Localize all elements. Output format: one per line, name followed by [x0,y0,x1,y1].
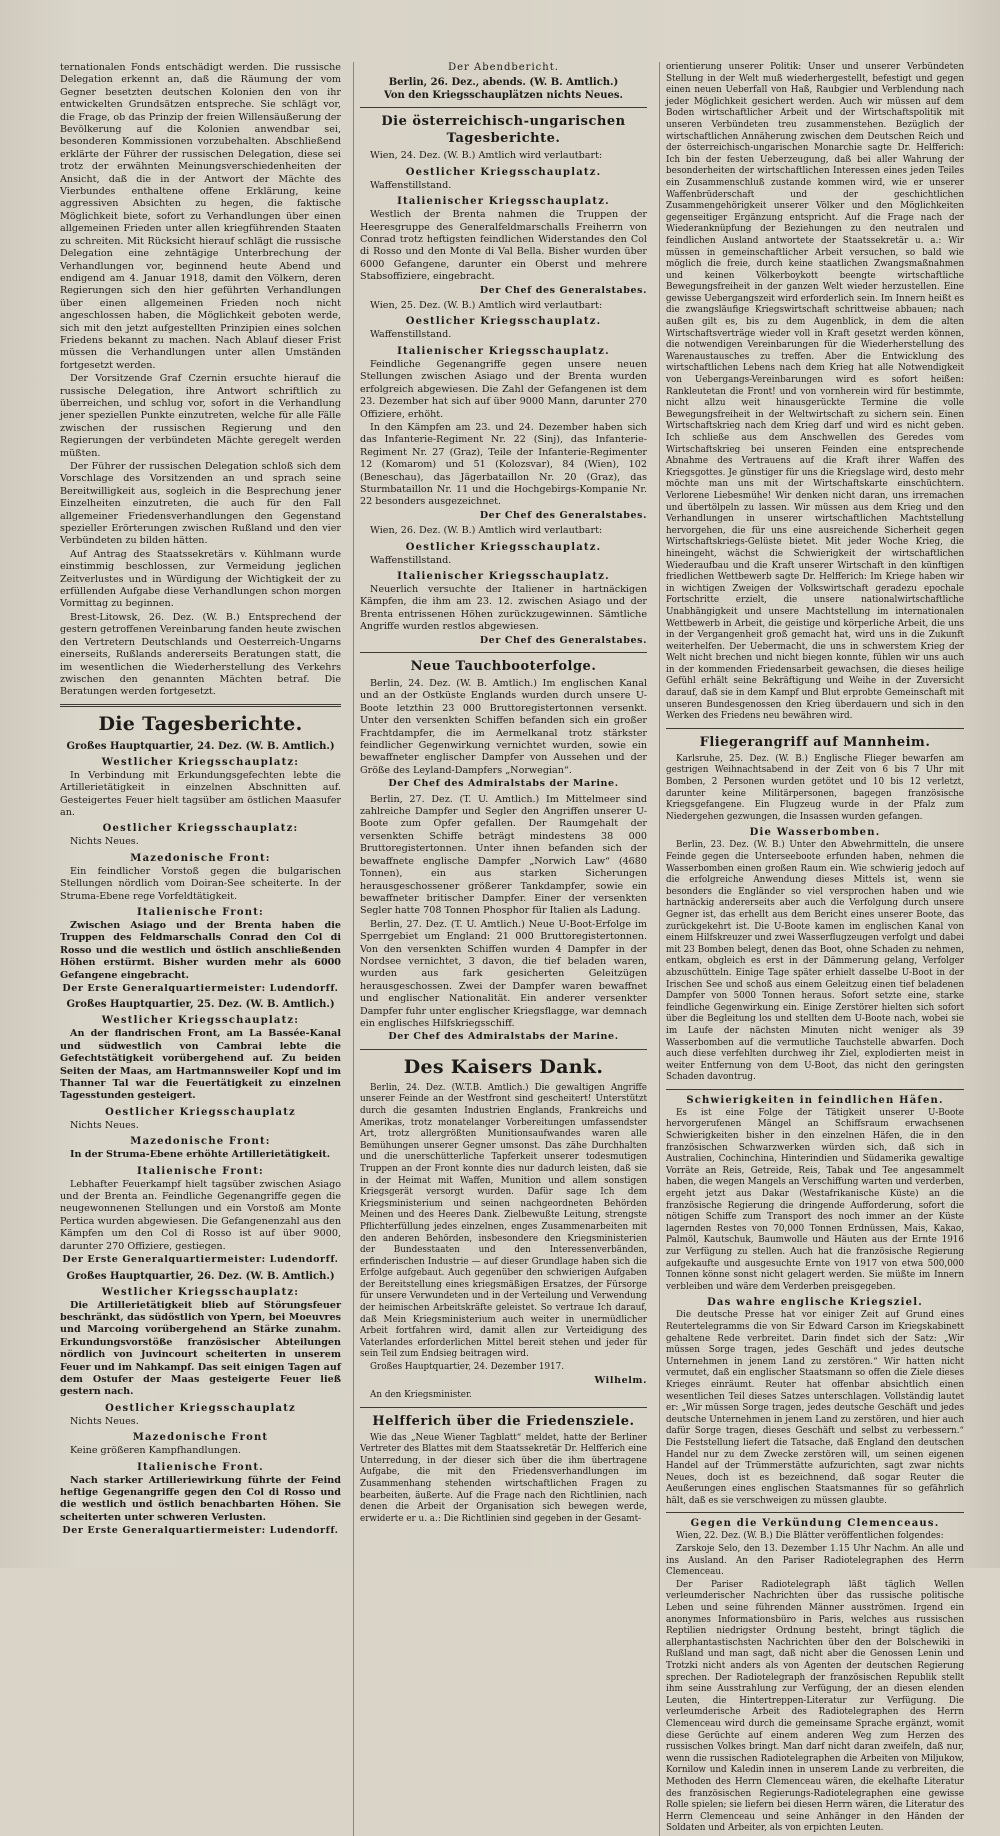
dateline: Wien, 22. Dez. (W. B.) Die Blätter veröffentlichen folgendes: [676,1531,944,1542]
report-text: Lebhafter Feuerkampf hielt tagsüber zwischen Asiago und der Brenta an. Feindliche Gegenangriffe gegen die neugewonnenen Stellungen und ein Vorstoß am Monte Pertica wurden abgewiesen. Die Gefangenenzahl aus den Kämpfen um den Col di Rosso ist auf über 9000, darunter 270 Offiziere, gestiegen. [60,1178,341,1252]
report-text: In den Kämpfen am 23. und 24. Dezember haben sich das Infanterie-Regiment Nr. 22 (Sinj), das Infanterie-Regiment Nr. 27 (Graz), Teile der Infanterie-Regimenter 12 (Komarom) und 51 (Kolozsvar), 84 (Wien), 102 (Beneschau), das Jägerbataillon Nr. 20 (Graz), das Sturmbataillon Nr. 11 und die Hochgebirgs-Kompanie Nr. 22 besonders ausgezeichnet. [360,421,647,508]
headline-clemenceau: Gegen die Verkündung Clemenceaus. [690,1518,940,1530]
dateline: Großes Hauptquartier, 26. Dez. (W. B. Amtlich.) [66,1270,335,1282]
section-heading: Italienische Front: [137,1165,264,1177]
article-paragraph: Wie das „Neue Wiener Tagblatt“ meldet, hatte der Berliner Vertreter des Blattes mit dem Staatssekretär Dr. Helfferich eine Unterredung, in der dieser sich über die ihm übertragene Aufgabe, die mit den Friedensverhandlungen im Zusammenhang stehenden wirtschaftlichen Fragen zu bearbeiten, äußerte. Auf die Frage nach den Richtlinien, nach denen die Arbeit der Organisation sich bewegen werde, erwiderte er u. a.: Die Richtlinien sind gegeben in der Gesamt- [360,1432,647,1524]
column-right [659,62,964,1836]
section-heading: Mazedonische Front [132,1432,269,1444]
report-text: Ein feindlicher Vorstoß gegen die bulgarischen Stellungen nördlich vom Doiran-See scheiterte. In der Struma-Ebene rege Vorfeldtätigkeit. [60,865,341,902]
divider [360,652,647,653]
report-text: Zwischen Asiago und der Brenta haben die Truppen des Feldmarschalls Conrad den Col di Rosso und die westlich und östlich anschließenden Höhen erstürmt. Bisher wurden mehr als 6000 Gefangene eingebracht. [60,919,341,981]
divider [360,107,647,108]
headline-tauchbooterfolge: Neue Tauchbooterfolge. [410,659,597,674]
divider [360,1407,647,1408]
article-paragraph: Der Führer der russischen Delegation schloß sich dem Vorschlage des Vorsitzenden an und sprach seine Bereitwilligkeit aus, sogleich in die Besprechung jener Einzelheiten einzutreten, die auch für den Fall allgemeiner Friedensverhandlungen den Gegenstand spezieller Erörterungen zwischen Rußland und den vier Verbündeten zu bilden hätten. [60,461,341,547]
section-heading: Italienischer Kriegsschauplatz. [397,345,610,357]
report-text: In der Struma-Ebene erhöhte Artillerietätigkeit. [70,1149,331,1161]
section-heading: Italienische Front. [137,1461,264,1473]
section-heading: Oestlicher Kriegsschauplatz: [102,823,299,835]
report-text: Nichts Neues. [70,1119,139,1131]
article-paragraph: Berlin, 27. Dez. (T. U. Amtlich.) Im Mittelmeer sind zahlreiche Dampfer und Segler den Angriffen unserer U-Boote zum Opfer gefallen. Der Raumgehalt der versenkten Schiffe beträgt mindestens 38 000 Bruttoregistertonnen. Unter ihnen befanden sich der bewaffnete englische Dampfer „Norwich Law“ (4680 Tonnen), ein aus starken Sicherungen herausgeschossener größerer Tankdampfer, sowie ein bewaffneter britischer Dampfer. Einer der versenkten Segler hatte 708 Tonnen Phosphor für Italien als Ladung. [360,793,647,917]
report-text: Westlich der Brenta nahmen die Truppen der Heeresgruppe des Generalfeldmarschalls Freiherrn von Conrad trotz heftigsten feindlichen Widerstandes den Col di Rosso und den Monte di Val Bella. Bisher wurden über 6000 Gefangene, darunter ein Oberst und mehrere Stabsoffiziere, eingebracht. [360,209,647,283]
signature: Der Chef des Generalstabes. [479,634,647,646]
headline-fliegerangriff: Fliegerangriff auf Mannheim. [699,734,931,750]
signature: Der Erste Generalquartiermeister: Ludendorff. [62,1254,339,1266]
headline-kriegsziel: Das wahre englische Kriegsziel. [707,1297,923,1309]
headline-schwierigkeiten: Schwierigkeiten in feindlichen Häfen. [686,1094,944,1106]
headline-helfferich: Helfferich über die Friedensziele. [372,1413,635,1429]
report-text: Nach starker Artilleriewirkung führte der Feind heftige Gegenangriffe gegen den Col di Rosso und die westlich und östlich benachbarten Höhen. Sie scheiterten unter schweren Verlusten. [60,1474,341,1523]
article-paragraph: Zarskoje Selo, den 13. Dezember 1.15 Uhr Nachm. An alle und ins Ausland. An den Pariser Radiotelegraphen des Herrn Clemenceau. [666,1544,964,1578]
section-heading: Westlicher Kriegsschauplatz: [101,1286,300,1298]
section-heading: Oestlicher Kriegsschauplatz. [405,541,602,553]
section-heading: Oestlicher Kriegsschauplatz. [405,316,602,328]
report-text: Waffenstillstand. [370,179,452,191]
article-paragraph: Berlin, 23. Dez. (W. B.) Unter den Abwehrmitteln, die unsere Feinde gegen die Unterseeboote erfunden haben, nehmen die Wasserbomben einen großen Raum ein. Wie schwierig jedoch auf die erfolgreiche Anwendung dieses Mittels ist, wenn sie besonders die Engländer so viel versprochen haben und wie hartnäckig andererseits aber auch die Verfolgung durch unsere Gegner ist, das erhellt aus dem Bericht eines unserer Boote, das zurückgekehrt ist. Die U-Boote kamen im englischen Kanal von einem Hilfskreuzer und zwei Wasserflugzeugen verfolgt und dabei mit 23 Bomben belegt, denen das Boot, ohne Schaden zu nehmen, entkam, obgleich es erst in der Dämmerung gelang, Verfolger abzuschütteln. Einige Tage später erhielt dasselbe U-Boot in der Irischen See und schoß aus einem Geleitzug einen tief beladenen Dampfer von 5000 Tonnen heraus. Sofort setzte eine, starke feindliche Gegenwirkung ein. Einige Zerstörer hielten sich sofort über die Begleitung los und stellten dem U-Boote nach, wobei sie im Laufe der nächsten Minuten nicht weniger als 39 Wasserbomben auf die vermutliche Tauchstelle abwarfen. Doch auch diese verfehlten durchweg ihr Ziel, explodierten meist in weiter Entfernung von dem U-Boot, das nicht den geringsten Schaden davontrug. [666,840,964,1083]
signature: Der Chef des Generalstabes. [479,509,647,521]
dateline: Berlin, 26. Dez., abends. (W. B. Amtlich.) [388,77,619,89]
signature: Der Chef des Generalstabes. [479,284,647,296]
section-heading: Mazedonische Front: [130,852,271,864]
divider [666,1089,964,1090]
headline-wasserbomben: Die Wasserbomben. [749,827,881,839]
section-heading: Italienischer Kriegsschauplatz. [397,570,610,582]
column-left [60,62,341,1836]
divider [360,1049,647,1050]
report-text: Die Artillerietätigkeit blieb auf Störungsfeuer beschränkt, das südöstlich von Ypern, bei Moeuvres und Marcoing vorübergehend an Stärke zunahm. Erkundungsvorstöße französischer Abteilungen nördlich von Juvincourt scheiterten in unserem Feuer und im Nahkampf. Das seit einigen Tagen auf dem Ostufer der Maas gesteigerte Feuer ließ gestern nach. [60,1299,341,1398]
report-text: Feindliche Gegenangriffe gegen unsere neuen Stellungen zwischen Asiago und der Brenta wurden erfolgreich abgewiesen. Die Zahl der Gefangenen ist dem 23. Dezember hat sich auf über 9000 Mann, darunter 270 Offiziere, erhöht. [360,358,647,420]
article-paragraph: Der Vorsitzende Graf Czernin ersuchte hierauf die russische Delegation, ihre Antwort schriftlich zu überreichen, und schlug vor, sofort in die Verhandlung jener speziellen Punkte einzutreten, welche für alle Fälle zwischen der russischen Regierung und den Regierungen der verbündeten Mächte geregelt werden müßten. [60,373,341,459]
dateline: Großes Hauptquartier, 24. Dez. (W. B. Amtlich.) [66,740,335,752]
section-heading: Italienischer Kriegsschauplatz. [397,196,610,208]
divider [666,1512,964,1513]
signature: Der Chef des Admiralstabs der Marine. [388,1031,619,1043]
report-text: Nichts Neues. [70,836,139,848]
section-heading: Mazedonische Front: [130,1136,271,1148]
section-heading: Oestlicher Kriegsschauplatz [105,1106,296,1118]
report-text: Von den Kriegsschauplätzen nichts Neues. [384,90,623,102]
signature: Der Erste Generalquartiermeister: Ludendorff. [62,983,339,994]
dateline: Wien, 26. Dez. (W. B.) Amtlich wird verlautbart: [370,525,603,537]
dateline: Großes Hauptquartier, 24. Dezember 1917. [370,1362,565,1373]
section-heading: Oestlicher Kriegsschauplatz. [405,166,602,178]
article-paragraph: Berlin, 24. Dez. (W. B. Amtlich.) Im englischen Kanal und an der Ostküste Englands wurden durch unsere U-Boote letzthin 23 000 Bruttoregistertonnen versenkt. Unter den versenkten Schiffen befanden sich ein großer Frachtdampfer, die im Aermelkanal trotz stärkster feindlicher Gegenwirkung vernichtet wurden, sowie ein bewaffneter englischer Dampfer von Aussehen und der Größe des Leyland-Dampfers „Norwegian“. [360,678,647,776]
article-paragraph: Die deutsche Presse hat vor einiger Zeit auf Grund eines Reutertelegramms die von Sir Edward Carson im Kriegskabinett gehaltene Rede verbreitet. Darin findet sich der Satz: „Wir müssen Sorge tragen, jedes Geschäft und jedes deutsche Unternehmen in jenem Land zu zerstören.“ Wir hatten nicht vermutet, daß ein englischer Staatsmann so offen die Ziele dieses Krieges einräumt. Reuter hat offenbar absichtlich einen wesentlichen Teil dieses Satzes unterschlagen. Vollständig lautet er: „Wir müssen Sorge tragen, jedes deutsche Geschäft und jedes deutsche Unternehmen in jenem Land zu zerstören, und hier auch dafür Sorge tragen, dieses Geschäft und selbst zu verbessern.“ Die Feststellung liefert die Tatsache, daß England den deutschen Handel nur zu dem Zwecke zerstören will, um seinen eigenen Handel auf der Trümmerstätte aufzurichten, sagt zwar nichts Neues, doch ist es bezeichnend, daß sogar Reuter die Aeußerungen eines englischen Staatsmannes für so gefährlich hält, daß es sie verschweigen zu müssen glaubte. [666,1310,964,1506]
dateline: Großes Hauptquartier, 25. Dez. (W. B. Amtlich.) [66,999,335,1011]
article-paragraph: Berlin, 27. Dez. (T. U. Amtlich.) Neue U-Boot-Erfolge im Sperrgebiet um England: 21 000 Bruttoregistertonnen. Von den versenkten Schiffen wurden 4 Dampfer in der Nordsee vernichtet, 3 davon, die tief beladen waren, wurden aus fark gesicherten Geleitzügen herausgeschossen. Zwei der Dampfer waren bewaffnet und englischer Nationalität. Ein anderer versenkter Dampfer fuhr unter englischer Kriegsflagge, war demnach ein englisches Hilfskriegsschiff. [360,918,647,1029]
article-paragraph: Es ist eine Folge der Tätigkeit unserer U-Boote hervorgerufenen Mängel an Schiffsraum erwachsenen Schwierigkeiten bisher in den einzelnen Häfen, die in den französischen Schwarzwerken würden sich, daß sich in Australien, Cochinchina, Hinterindien und Südamerika gewaltige Vorräte an Reis, Getreide, Reis, Tabak und Tee angesammelt haben, die wegen Mangels an Verschiffung warten und verderben, ergeht jetzt aus Dakar (Westafrikanische Küste) an die französische Regierung die dringende Aufforderung, sofort die nötigen Schiffe zum Transport des noch immer an der Küste lagernden Restes von 70,000 Tonnen Erdnüssen, Mais, Kakao, Palmöl, Kautschuk, Baumwolle und Häuten aus der Ernte 1916 zur Verfügung zu stellen. Auch hat die französische Regierung aufgekaufte und ausgesuchte Ernte von 1917 von etwa 500,000 Tonnen könne sonst nicht gelagert werden. Sie müßte im Innern verbleiben und wäre dem Verderben preisgegeben. [666,1107,964,1292]
article-paragraph: Berlin, 24. Dez. (W.T.B. Amtlich.) Die gewaltigen Angriffe unserer Feinde an der Westfront sind gescheitert! Unterstützt durch die gesamten Industrien Englands, Frankreichs und Amerikas, trotz monatelanger Vorbereitungen umfassendster Art, trotz allergrößten Munitionsaufwandes waren alle Bemühungen unserer Gegner umsonst. Das zähe Durchhalten und die unerschütterliche Tapferkeit unserer todesmutigen Truppen an der Front konnte dies nur dadurch leisten, daß sie in der Heimat mit Waffen, Munition und allem sonstigen Kriegsgerät versorgt wurden. Dafür sage Ich dem Kriegsministerium und seinen nachgeordneten Behörden Meinen und des Heeres Dank. Zielbewußte Leitung, strengste Pflichterfüllung jedes einzelnen, enges Zusammenarbeiten mit den anderen Behörden, insbesondere den Kriegsministerien der Bundesstaaten und den Interessenverbänden, erfinderischen Industrie — auf dieser Grundlage haben sich die Erfolge aufgebaut. Auch gegenüber den schwierigen Aufgaben der Bereitstellung eines kriegsmäßigen Ersatzes, der Fürsorge für unsere Verwundeten und in der Verteilung und Verwendung der heimischen Arbeitskräfte geleistet. So vertraue Ich darauf, daß Mein Kriegsministerium auch weiter in unermüdlicher Arbeit fortfahren wird, damit allen zur Verteidigung des Vaterlandes erforderlichen Mittel bereit stehen und jeder für sein Teil zum Endsieg beitragen wird. [360,1082,647,1360]
column-middle [353,62,647,1836]
headline-tagesberichte: Die Tagesberichte. [98,712,303,735]
divider [60,704,341,707]
report-text: An der flandrischen Front, am La Bassée-Kanal und südwestlich von Cambrai lebte die Gefechtstätigkeit vorübergehend auf. Zu beiden Seiten der Maas, am Hartmannsweiler Kopf und im Thanner Tal war die Feuertätigkeit zu einzelnen Tagesstunden gesteigert. [60,1028,341,1102]
article-paragraph: Brest-Litowsk, 26. Dez. (W. B.) Entsprechend der gestern getroffenen Vereinbarung fanden heute zwischen den Vertretern Deutschlands und Oesterreich-Ungarns einerseits, Rußlands andererseits Beratungen statt, die im wesentlichen die Wiederherstellung des Verkehrs zwischen den genannten Mächten betraf. Die Beratungen werden fortgesetzt. [60,611,341,698]
report-text: Nichts Neues. [70,1415,139,1427]
section-heading: Westlicher Kriegsschauplatz: [101,756,300,768]
report-text: In Verbindung mit Erkundungsgefechten lebte die Artillerietätigkeit in einzelnen Abschnitten auf. Gesteigertes Feuer hielt tagsüber am östlichen Maasufer an. [60,769,341,818]
article-paragraph: orientierung unserer Politik: Unser und unserer Verbündeten Stellung in der Welt muß wiederhergestellt, befestigt und gegen einen neuen Ueberfall von Haß, Raubgier und Verblendung nach jeder Möglichkeit gesichert werden. Auch wir müssen auf dem Boden wirtschaftlicher Arbeit und der Wirtschaftspolitik mit unseren Verbündeten treu zusammenstehen. Bezüglich der wirtschaftlichen Annäherung zwischen dem Deutschen Reich und der österreichisch-ungarischen Monarchie sagte Dr. Helfferich: Ich bin der festen Ueberzeugung, daß bei aller Wahrung der besonderheiten der wirtschaftlichen Interessen eines jeden Teiles ein Zusammenschluß zustande kommen wird, wie er unserer Waffenbrüderschaft und der geschichtlichen Zusammengehörigkeit unserer Völker und den Möglichkeiten gegenseitiger Ergänzung entspricht. Auf die Frage nach der Wiederanknüpfung der Beziehungen zu den neutralen und feindlichen Ausland antwortete der Staatssekretär u. a.: Wir müssen in gemeinschaftlicher Arbeit versuchen, so bald wie möglich die freie, durch keine staatlichen Zwangsmaßnahmen und keinen Völkerboykott beengte wirtschaftliche Bewegungsfreiheit in der ganzen Welt wieder herzustellen. Eine gewisse Uebergangszeit wird erforderlich sein. Im Innern heißt es die zwangsläufige Kriegswirtschaft schrittweise abbauen; nach außen gilt es, bis zu dem Augenblick, in dem die alten Wirtschaftsverträge wieder voll in Kraft gesetzt werden können, die notwendigen Vereinbarungen für die Wiederherstellung des Warenaustausches zu treffen. Aber die Entwicklung des wirtschaftlichen Lebens nach dem Krieg hat alle Notwendigkeit von Uebergangs-Vereinbarungen wird es sofort heißen: Rankleutetan die Front! und von vornherein wird für bestimmte, nicht allzu weit hinausgerückte Termine die volle Bewegungsfreiheit in der Weltwirtschaft zu sichern sein. Einen Wirtschaftskrieg nach dem Krieg darf und wird es nicht geben. Ich schließe aus dem Anschwellen des Geredes vom Wirtschaftskrieg bei unseren Feinden eine entsprechende Abnahme des Vertrauens auf die Kraft ihrer Waffen des Kriegsgottes. Je günstiger für uns die Kriegslage wird, desto mehr möchte man uns mit der Wirtschaftskarte einschüchtern. Verlorene Liebesmühe! Wir denken nicht daran, uns irremachen und übertölpeln zu lassen. Wir müssen aus dem Krieg und den Verhandlungen in unserer wirtschaftlichen Machtstellung hervorgehen, die für uns eine ausreichende Sicherheit gegen Wirtschaftskriegs-Gelüste bietet. Mit jeder Woche Krieg, die hineingeht, wächst die Schwierigkeit der wirtschaftlichen Wiederaufbau und die Kraft unserer Wirtschaft in den künftigen friedlichen Wettbewerb sagte Dr. Helfferich: Im Kriege haben wir in wichtigen Zweigen der Volkswirtschaft geradezu epochale Fortschritte erzielt, die unsere nationalwirtschaftliche Unabhängigkeit und unsere Machtstellung im internationalen Wettbewerb in Arbeit, die geistige und körperliche Arbeit, die uns in der Vergangenheit groß gemacht hat, wird uns in die Zukunft weiterhelfen. Der Uebermacht, die uns in schwerstem Krieg der Welt nicht brechen und nicht biegen konnte, fühlen wir uns auch in der kommenden Friedensarbeit gewachsen, die dieses heilige Gefühl erhält seine Bekräftigung und Weihe in der Zuversicht darauf, daß sie in dem Kampf und Blut erprobte Gemeinschaft mit unseren Bundesgenossen den Krieg überdauern und sich in den Werken des Friedens neu bewähren wird. [666,62,964,722]
section-heading: Oestlicher Kriegsschauplatz [105,1402,296,1414]
article-paragraph: ternationalen Fonds entschädigt werden. Die russische Delegation erkennt an, daß die Räumung der vom Gegner besetzten deutschen Kolonien den von ihr entwickelten Grundsätzen entspreche. Sie schlägt vor, die Frage, ob das Prinzip der freien Willensäußerung der Bevölkerung auf die Kolonien anwendbar sei, besonderen Kommissionen vorzubehalten. Abschließend erklärte der Führer der russischen Delegation, diese sei trotz der erwähnten Meinungsverschiedenheiten der Ansicht, daß die in der Antwort der Mächte des Vierbundes enthaltene offene Erklärung, keine aggressiven Absichten zu hegen, die faktische Möglichkeit biete, sofort zu Verhandlungen über einen allgemeinen Frieden unter allen kriegführenden Staaten zu schreiten. Mit Rücksicht hierauf schlägt die russische Delegation eine zehntägige Unterbrechung der Verhandlungen vor, beginnend heute Abend und endigend am 4. Januar 1918, damit den Völkern, deren Regierungen sich den hier geführten Verhandlungen über einen allgemeinen Frieden noch nicht angeschlossen haben, die Möglichkeit geboten werde, sich mit den jetzt aufgestellten Prinzipien eines solchen Friedens bekannt zu machen. Nach Ablauf dieser Frist müssen die Verhandlungen unter allen Umständen fortgesetzt werden. [60,62,341,371]
headline-kaisers-dank: Des Kaisers Dank. [403,1055,604,1078]
signature: Der Chef des Admiralstabs der Marine. [388,778,619,790]
dateline: Wien, 25. Dez. (W. B.) Amtlich wird verlautbart: [370,300,603,312]
report-text: Neuerlich versuchte der Italiener in hartnäckigen Kämpfen, die ihm am 23. 12. zwischen Asiago und der Brenta entrissenen Höhen zurückzugewinnen. Sämtliche Angriffe wurden restlos abgewiesen. [360,583,647,633]
section-heading: Westlicher Kriegsschauplatz: [101,1015,300,1027]
signature: Der Erste Generalquartiermeister: Ludendorff. [62,1525,339,1537]
article-paragraph: Auf Antrag des Staatssekretärs v. Kühlmann wurde einstimmig beschlossen, zur Vermeidung jeglichen Zeitverlustes und in Würdigung der Wichtigkeit der zu erfüllenden Aufgabe diese Verhandlungen schon morgen Vormittag zu beginnen. [60,548,341,610]
section-heading: Italienische Front: [137,906,264,918]
report-text: Waffenstillstand. [370,329,452,341]
dateline: Wien, 24. Dez. (W. B.) Amtlich wird verlautbart: [370,150,603,162]
signature: Wilhelm. [594,1374,647,1386]
divider [666,728,964,729]
article-paragraph: Karlsruhe, 25. Dez. (W. B.) Englische Flieger bewarfen am gestrigen Weihnachtsabend in der Zeit von 6 bis 7 Uhr mit Bomben, 2 Personen wurden getötet und 10 bis 12 verletzt, darunter keine Militärpersonen, bagegen französische Kriegsgefangene. Ein Flugzeug wurde in der Pfalz zum Niedergehen gezwungen, die Insassen wurden gefangen. [666,753,964,822]
report-text: Keine größeren Kampfhandlungen. [70,1445,242,1457]
report-text: Waffenstillstand. [370,554,452,566]
article-paragraph: Der Pariser Radiotelegraph läßt täglich Wellen verleumderischer Nachrichten über das russische politische Leben und seine führenden Männer ausströmen. Irgend ein anonymes Informationsbüro in Paris, welches aus russischen Reptilien niedrigster Ordnung besteht, bringt täglich die allerphantastischsten Nachrichten über den der Bolschewiki in Rußland und man sagt, daß nicht aber die Genossen Lenin und Trotzki nicht anders als von Agenten der deutschen Regierung sprechen. Der Radiotelegraph der französischen Republik stellt ihm seine Ausstrahlung zur Verfügung, der an diesen elenden Leuten, die Hintertreppen-Literatur zur Verfügung. Die verleumderische Arbeit des Radiotelegraphen des Herrn Clemenceau wird durch die gemeinsame Sprache ergänzt, womit diese Gerüchte auf einem anderen Weg zum Herzen des russischen Volkes bringt. Man darf nicht daran zweifeln, daß nur, wenn die russischen Radiotelegraphen die Arbeiten von Miljukow, Kornilow und Kaledin innen in unserem Lande zu verbreiten, die Methoden des Herrn Clemenceau wären, die ekelhafte Literatur des französischen Regierungs-Radiotelegraphen eine gewisse Rolle spielen; sie liefern bei diesen Herrn wären, die Literatur des Herrn Clemenceau und seine Anhänger in den Händen der Soldaten und Arbeiter, als von erpichten Leuten. [666,1579,964,1834]
headline-oesterreichisch-ungarisch: Die österreichisch-ungarischen Tagesberichte. [381,114,626,147]
addressee: An den Kriegsminister. [370,1390,472,1401]
kicker-abendbericht: Der Abendbericht. [448,62,559,73]
